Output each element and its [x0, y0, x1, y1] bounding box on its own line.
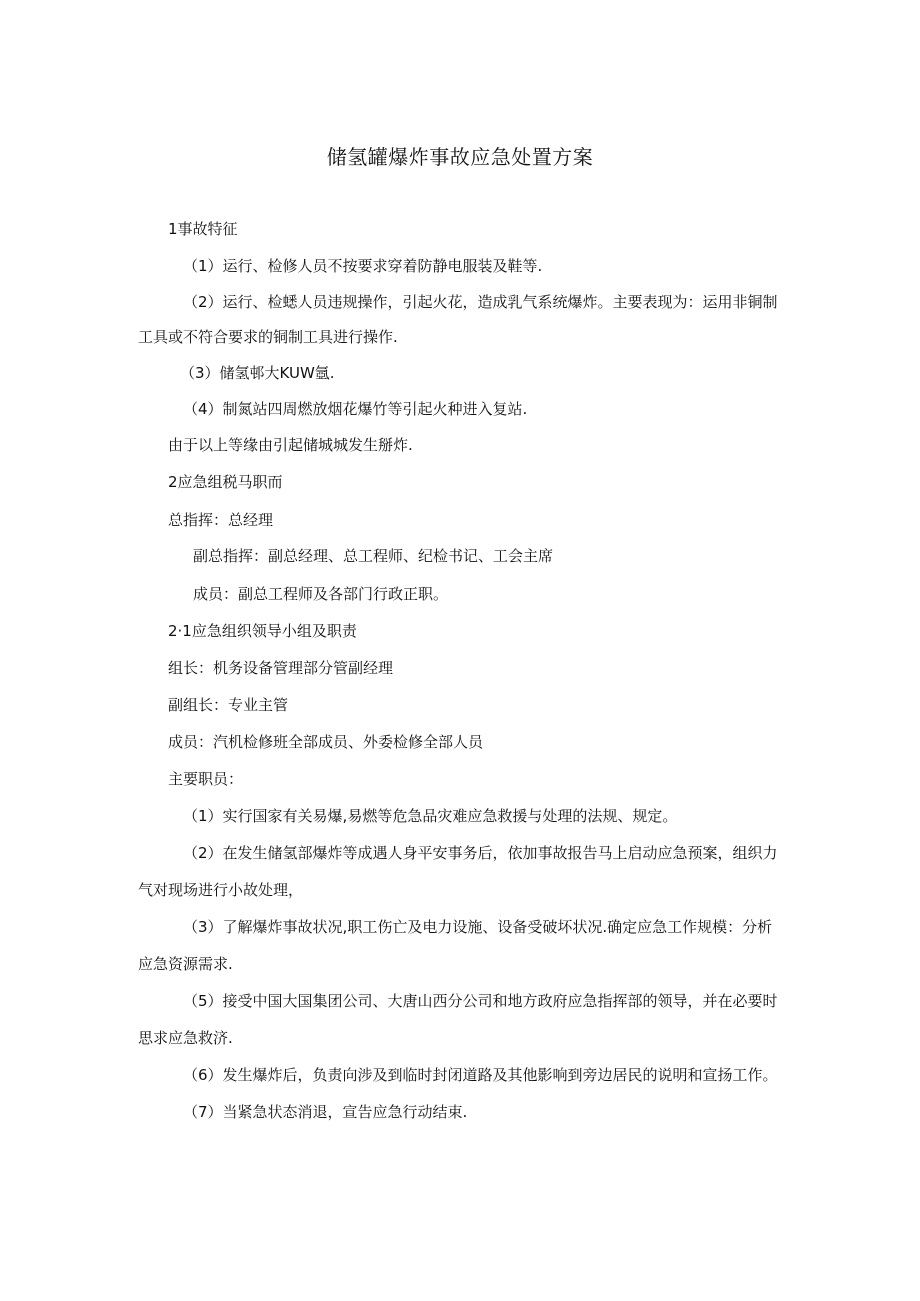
- duty-5-line-2: 思求应急救济.: [138, 1029, 233, 1047]
- section-1-item-3: （3）储氢邨大KUW氬.: [180, 364, 335, 382]
- section-1-heading: 1事故特征: [168, 220, 238, 238]
- section-2-1-heading: 2·1应急组织领导小组及职责: [168, 622, 357, 640]
- section-1-item-2-line-2: 工具或不符合要求的铜制工具进行操作.: [138, 328, 398, 346]
- duty-6: （6）发生爆炸后，负责向涉及到临时封闭道路及其他影响到旁边居民的说明和宣扬工作。: [183, 1066, 778, 1084]
- section-2-deputy-commander: 副总指挥：副总经理、总工程师、纪检书记、工会主席: [193, 547, 554, 565]
- section-2-1-deputy-leader: 副组长：专业主管: [168, 696, 289, 714]
- section-2-heading: 2应急组税马职而: [168, 473, 283, 491]
- section-1-item-1: （1）运行、检修人员不按要求穿着防静电服装及鞋等.: [183, 257, 543, 275]
- document-title: 储氢罐爆炸事故应急处置方案: [326, 145, 594, 169]
- duty-2-line-1: （2）在发生储氢部爆炸等成遇人身平安事务后，依加事故报告马上启动应急预案，组织力: [183, 844, 778, 862]
- section-2-commander: 总指挥：总经理: [168, 511, 274, 529]
- duty-2-line-2: 气对现场进行小故处理，: [138, 881, 304, 899]
- duty-3-line-1: （3）了解爆炸事故状况,职工伤亡及电力设施、设备受破坏状况.确定应急工作规模：分析: [183, 918, 773, 936]
- section-2-1-leader: 组长：机务设备管理部分管副经理: [168, 659, 394, 677]
- duty-1: （1）实行国家有关易爆,易燃等危急品灾难应急救援与处理的法规、规定。: [183, 807, 678, 825]
- section-1-item-4: （4）制氮站四周燃放烟花爆竹等引起火种进入复站.: [183, 400, 528, 418]
- duty-5-line-1: （5）接受中国大国集团公司、大唐山西分公司和地方政府应急指挥部的领导，并在必要时: [183, 992, 778, 1010]
- duty-3-line-2: 应急资源需求.: [138, 955, 233, 973]
- duty-7: （7）当紧急状态消退，宣告应急行动结束.: [183, 1103, 468, 1121]
- section-2-1-duties-label: 主要职员：: [168, 770, 244, 788]
- section-1-summary: 由于以上等缘由引起储城城发生掰炸.: [168, 436, 413, 454]
- section-2-1-members: 成员：汽机检修班全部成员、外委检修全部人员: [168, 733, 484, 751]
- section-2-members: 成员：副总工程师及各部门行政正职。: [193, 585, 449, 603]
- section-1-item-2-line-1: （2）运行、检蟋人员违规操作，引起火花，造成乳气系统爆炸。主要表现为：运用非铜制: [183, 293, 778, 311]
